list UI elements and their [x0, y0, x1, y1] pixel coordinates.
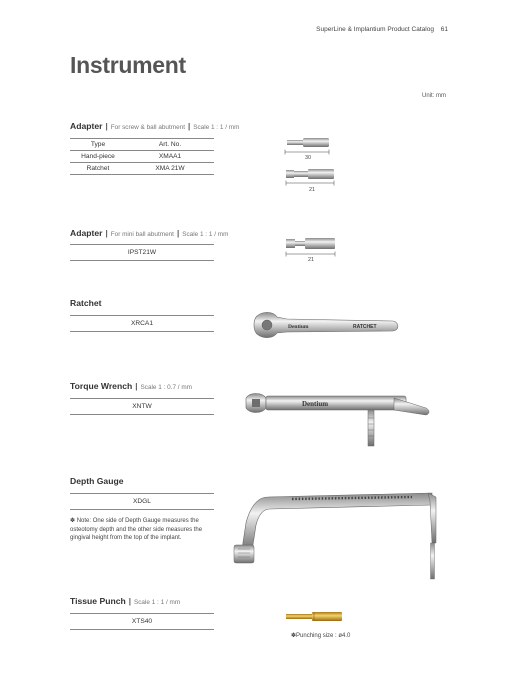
handpiece-adapter-image [283, 134, 343, 164]
ratchet-heading [70, 298, 102, 308]
torque-brand: Dentium [302, 400, 329, 408]
punch-caption [291, 632, 350, 639]
adapter-screw-ball-heading: Adapter | For screw & ball abutment | Scale 1 : 1 / mm [70, 121, 240, 131]
table-row [70, 163, 214, 175]
section-name: Adapter [70, 228, 103, 238]
note-mark: ✽ [70, 518, 76, 524]
section-name: Adapter [70, 121, 103, 131]
product-code: XNTW [70, 398, 214, 415]
table-cell: Hand-piece [70, 151, 126, 163]
tissue-punch-heading: Tissue Punch | Scale 1 : 1 / mm [70, 596, 181, 606]
section-scale: Scale 1 : 1 / mm [193, 124, 240, 131]
section-scale: Scale 1 : 1 / mm [133, 599, 181, 606]
section-desc: For mini ball abutment [110, 231, 174, 238]
catalog-name: SuperLine & Implantium Product Catalog [316, 26, 434, 33]
ratchet-engraving: RATCHET [353, 324, 377, 330]
page-title: Instrument [70, 52, 186, 78]
table-header-row [70, 139, 214, 151]
torque-wrench-image [244, 388, 434, 448]
product-code: XDGL [70, 493, 214, 510]
table-cell: XMAA1 [126, 151, 214, 163]
ratchet-image [253, 310, 403, 340]
section-name: Depth Gauge [70, 476, 124, 486]
caption-mark: ✽ [291, 633, 297, 639]
section-desc: For screw & ball abutment [110, 124, 185, 131]
depth-gauge-heading [70, 476, 123, 486]
product-code: XTS40 [70, 613, 214, 630]
dimension-label: 21 [309, 187, 315, 193]
ratchet-brand: Dentium [288, 324, 309, 330]
dimension-label: 21 [308, 257, 314, 263]
depth-gauge-image [232, 483, 442, 583]
table-cell: XMA 21W [126, 163, 214, 175]
table-row [70, 151, 214, 163]
dimension-label: 30 [305, 155, 311, 161]
depth-gauge-note [70, 517, 218, 543]
table-cell: Ratchet [70, 163, 126, 175]
adapter-mini-ball-heading: Adapter | For mini ball abutment | Scale 1 : 1 / mm [70, 228, 229, 238]
column-header: Type [70, 139, 126, 151]
torque-wrench-heading: Torque Wrench | Scale 1 : 0.7 / mm [70, 381, 192, 391]
section-name: Torque Wrench [70, 381, 133, 391]
section-name: Ratchet [70, 298, 102, 308]
note-text: Note: One side of Depth Gauge measures the osteotomy depth and the other side measures the gingival height from the top of the implant. [70, 518, 203, 542]
adapter-spec-table [70, 138, 214, 175]
running-header [316, 26, 448, 33]
section-scale: Scale 1 : 1 / mm [182, 231, 229, 238]
product-code: IPST21W [70, 244, 214, 261]
section-name: Tissue Punch [70, 596, 126, 606]
page-number: 61 [440, 26, 448, 33]
mini-ball-adapter-image [284, 235, 344, 263]
product-code: XRCA1 [70, 315, 214, 332]
unit-note: Unit: mm [422, 93, 446, 99]
section-scale: Scale 1 : 0.7 / mm [140, 384, 192, 391]
tissue-punch-image [284, 608, 348, 626]
caption-text: Punching size : ø4.0 [296, 633, 351, 639]
column-header: Art. No. [126, 139, 214, 151]
